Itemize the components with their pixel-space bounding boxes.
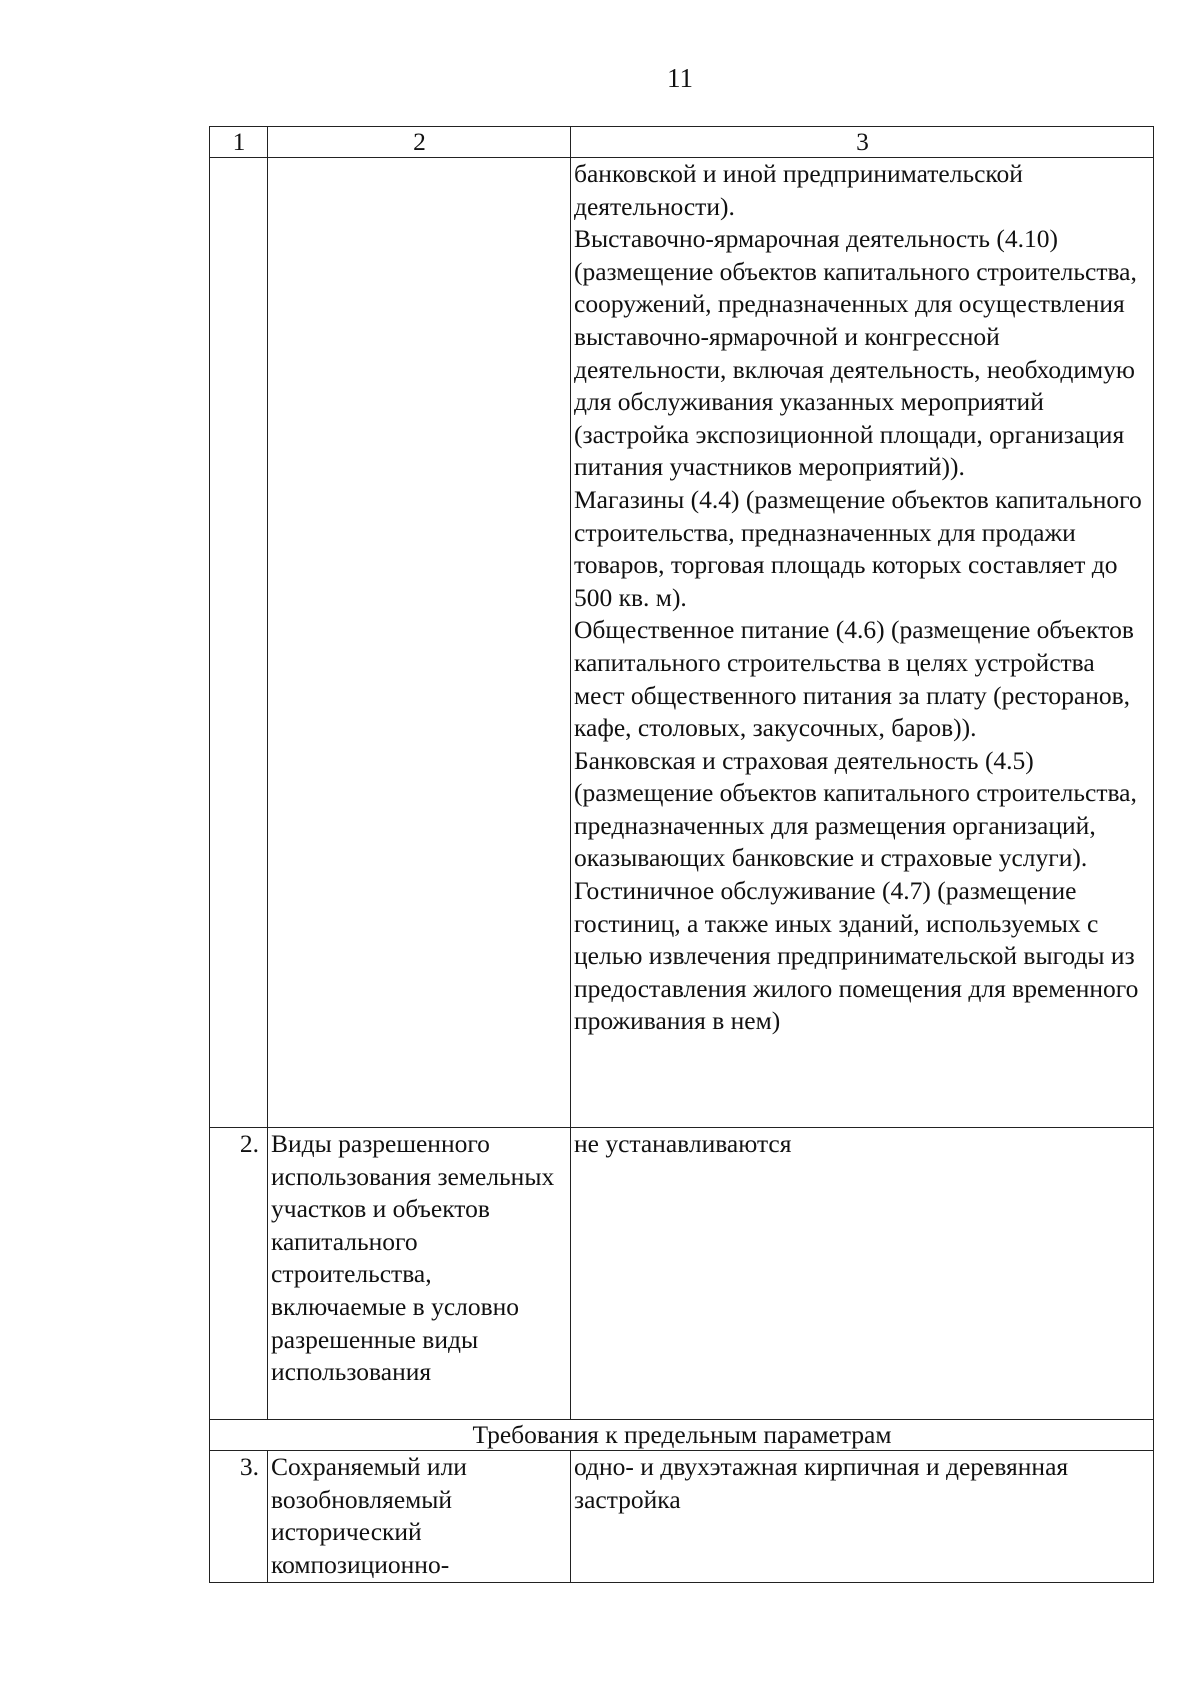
row-name: [268, 158, 571, 1128]
paragraph-continuation: банковской и иной предпринимательской деятельности).: [574, 159, 1023, 221]
paragraph-shops: Магазины (4.4) (размещение объектов капитального строительства, предназначенных для продажи товаров, торговая площадь которых составляет до 500 кв. м).: [574, 484, 1142, 612]
header-cell-3: 3: [571, 127, 1154, 158]
paragraph-banking: Банковская и страховая деятельность (4.5) (размещение объектов капитального строительства, предназначенных для размещения организаций, оказывающих банковские и страховые услуги).: [574, 745, 1137, 873]
table-header-row: [210, 127, 1154, 158]
row-name: Виды разрешенного использования земельных участков и объектов капитального строительства, включаемые в условно разрешенные виды использования: [268, 1128, 571, 1420]
row-number: 2.: [210, 1128, 268, 1420]
header-cell-2: 2: [268, 127, 571, 158]
row-name: Сохраняемый или возобновляемый исторический композиционно-: [268, 1451, 571, 1583]
table-row-2: [210, 1128, 1154, 1420]
header-cell-1: 1: [210, 127, 268, 158]
zoning-table: [209, 126, 1154, 1583]
table-row-3: [210, 1451, 1154, 1583]
table-row-continuation: [210, 158, 1154, 1128]
row-value: не устанавливаются: [571, 1128, 1154, 1420]
row-value: [571, 158, 1154, 1128]
section-header-row: [210, 1420, 1154, 1451]
paragraph-hotel: Гостиничное обслуживание (4.7) (размещение гостиниц, а также иных зданий, используемых с целью извлечения предпринимательской выгоды из предоставления жилого помещения для временного проживания в нем): [574, 876, 1139, 1036]
section-title: Требования к предельным параметрам: [210, 1420, 1154, 1451]
paragraph-catering: Общественное питание (4.6) (размещение объектов капитального строительства в целях устройства мест общественного питания за плату (ресторанов, кафе, столовых, закусочных, баров)).: [574, 615, 1134, 743]
row-number: [210, 158, 268, 1128]
row-number: 3.: [210, 1451, 268, 1583]
row-value: одно- и двухэтажная кирпичная и деревянная застройка: [571, 1451, 1154, 1583]
paragraph-exhibition: Выставочно-ярмарочная деятельность (4.10) (размещение объектов капитального строительства, сооружений, предназначенных для осуществления выставочно-ярмарочной и конгрессной деятельности, включая деятельность, необходимую для обслуживания указанных мероприятий (застройка экспозиционной площади, организация питания участников мероприятий)).: [574, 224, 1137, 482]
page-number: 11: [667, 63, 693, 93]
